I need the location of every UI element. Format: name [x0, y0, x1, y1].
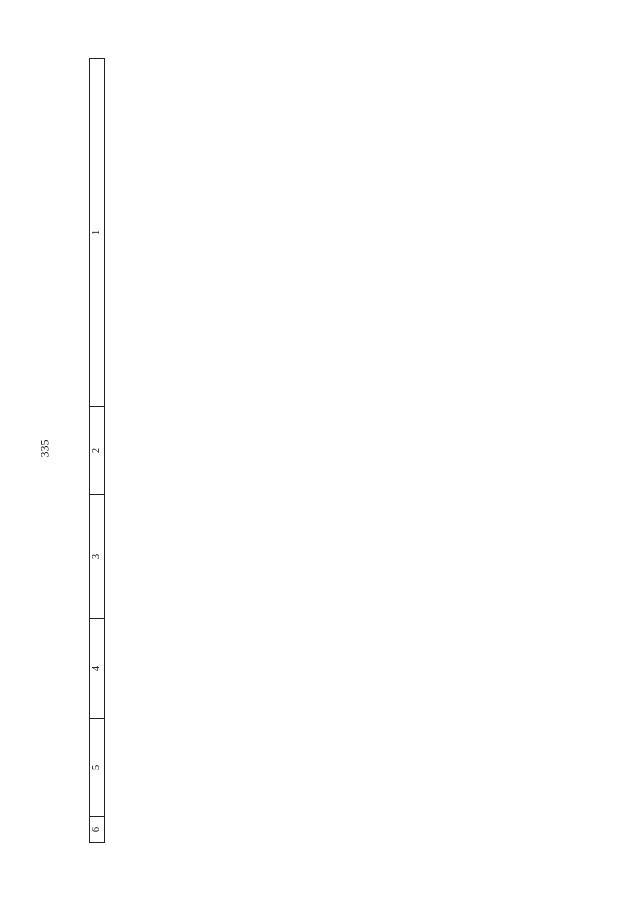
page-number: 335: [37, 439, 52, 458]
header-col-1: 1: [90, 59, 105, 407]
header-col-5: 5: [90, 719, 105, 817]
cost-table: [89, 59, 591, 843]
header-col-3: 3: [90, 495, 105, 619]
header-col-4: 4: [90, 619, 105, 719]
header-row: [90, 59, 105, 843]
header-col-6: 6: [90, 817, 105, 843]
norms-table: [89, 58, 105, 843]
header-col-2: 2: [90, 407, 105, 495]
